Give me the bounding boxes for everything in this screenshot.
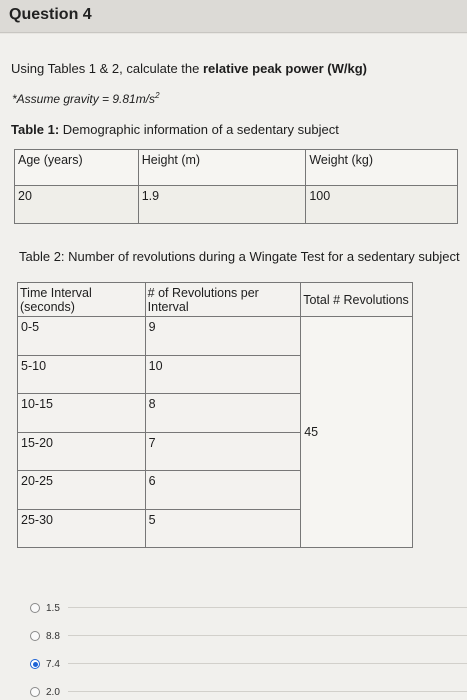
table-header-cell: Age (years) <box>15 150 139 186</box>
table-row <box>15 186 458 224</box>
table-cell: 5-10 <box>18 355 146 394</box>
table1-caption-bold: Table 1: <box>11 122 60 137</box>
option-label: 8.8 <box>46 630 60 642</box>
table-cell: 25-30 <box>18 509 146 548</box>
total-revolutions-cell: 45 <box>301 317 413 548</box>
table-header-cell: Height (m) <box>138 150 306 186</box>
table-cell: 8 <box>145 394 301 433</box>
radio-button[interactable] <box>30 603 40 613</box>
table-cell: 10 <box>145 355 301 394</box>
revolutions-table <box>17 282 413 548</box>
table2-caption: Table 2: Number of revolutions during a Wingate Test for a sedentary subject <box>19 249 460 264</box>
option-label: 2.0 <box>46 686 60 698</box>
divider <box>68 635 467 636</box>
table-cell: 0-5 <box>18 317 146 356</box>
table-cell: 7 <box>145 432 301 471</box>
answer-options <box>30 594 60 700</box>
answer-option[interactable] <box>30 678 60 700</box>
divider <box>68 663 467 664</box>
table-header-row <box>18 283 413 317</box>
table-cell: 20-25 <box>18 471 146 510</box>
gravity-assumption <box>12 91 160 106</box>
question-body <box>0 34 467 700</box>
table1-caption <box>11 122 339 137</box>
prompt-bold: relative peak power (W/kg) <box>203 61 367 76</box>
divider <box>68 691 467 692</box>
table1-caption-text: Demographic information of a sedentary subject <box>59 122 339 137</box>
demographics-table <box>14 149 458 224</box>
divider <box>68 607 467 608</box>
table-row <box>18 317 413 356</box>
table-cell: 10-15 <box>18 394 146 433</box>
radio-button[interactable] <box>30 687 40 697</box>
table-header-cell: Total # Revolutions <box>301 283 413 317</box>
assume-text: *Assume gravity = 9.81m/s <box>12 92 156 106</box>
table-cell: 6 <box>145 471 301 510</box>
option-label: 1.5 <box>46 602 60 614</box>
question-prompt <box>11 61 367 76</box>
assume-sup: 2 <box>155 91 160 100</box>
table-cell: 100 <box>306 186 458 224</box>
table-cell: 20 <box>15 186 139 224</box>
answer-option[interactable] <box>30 650 60 678</box>
question-title: Question 4 <box>9 6 92 23</box>
table-header-cell: # of Revolutions per Interval <box>145 283 301 317</box>
question-header <box>0 0 467 33</box>
answer-option[interactable] <box>30 622 60 650</box>
table-header-row <box>15 150 458 186</box>
radio-button-selected[interactable] <box>30 659 40 669</box>
table-header-cell: Time Interval (seconds) <box>18 283 146 317</box>
radio-button[interactable] <box>30 631 40 641</box>
table-cell: 5 <box>145 509 301 548</box>
table-cell: 9 <box>145 317 301 356</box>
answer-option[interactable] <box>30 594 60 622</box>
option-label: 7.4 <box>46 658 60 670</box>
table-cell: 1.9 <box>138 186 306 224</box>
table-cell: 15-20 <box>18 432 146 471</box>
table-header-cell: Weight (kg) <box>306 150 458 186</box>
prompt-text: Using Tables 1 & 2, calculate the <box>11 61 203 76</box>
